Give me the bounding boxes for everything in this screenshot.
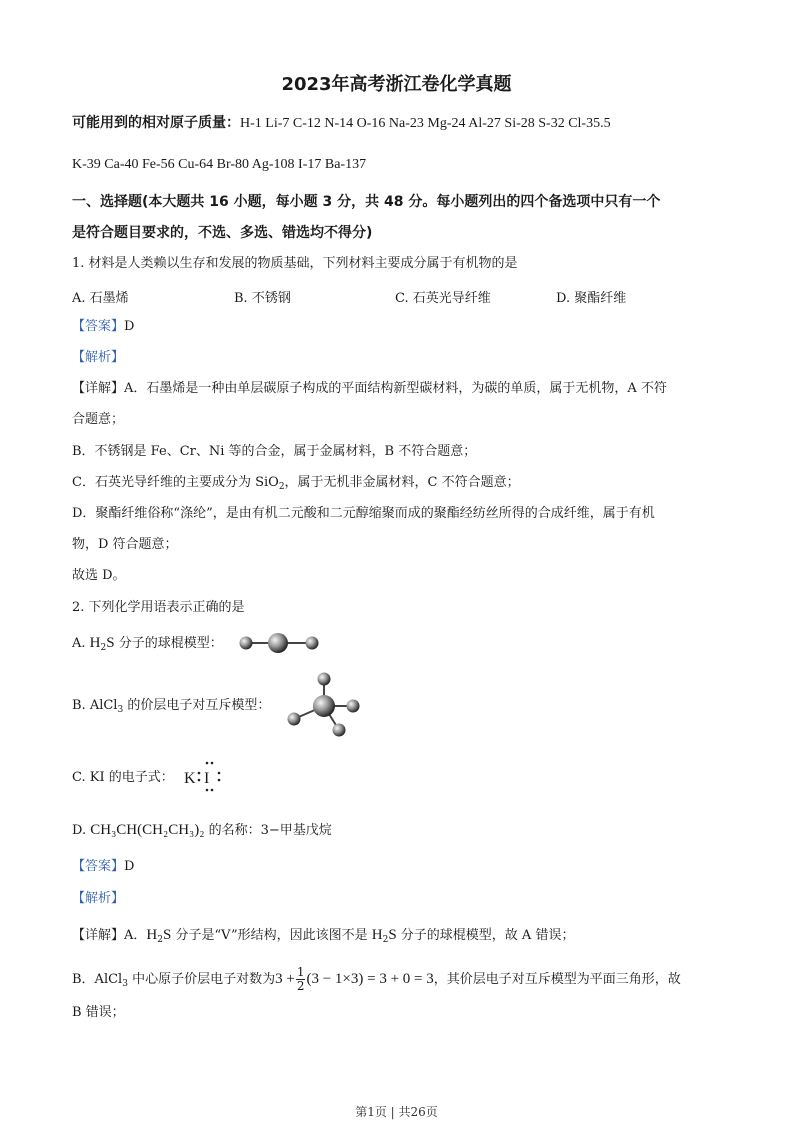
- q1-detail-a-text: A．石墨烯是一种由单层碳原子构成的平面结构新型碳材料，为碳的单质，属于无机物，A 不符: [124, 381, 667, 396]
- q2-option-d-formula: CH₃CH(CH₂CH₃)₂: [90, 822, 205, 838]
- detail-tag: 【详解】: [72, 928, 125, 943]
- q1-detail-d-line-1: D．聚酯纤维俗称“涤纶”，是由有机二元酸和二元醇缩聚而成的聚酯经纺丝所得的合成纤维，属于有机: [72, 506, 655, 521]
- q1-stem: 1. 材料是人类赖以生存和发展的物质基础，下列材料主要成分属于有机物的是: [72, 256, 518, 271]
- h2s-ball-stick-model: [234, 628, 324, 658]
- expr-part-1: 3 +: [275, 971, 295, 987]
- fraction-numerator: 1: [296, 965, 305, 979]
- q1-detail-a-line-1: [72, 380, 667, 398]
- ki-potassium-symbol: K: [184, 770, 196, 787]
- q1-option-d: D. 聚酯纤维: [556, 291, 627, 306]
- formula-s: S: [106, 635, 115, 651]
- q2-detail-a-pre: A．: [124, 928, 147, 943]
- q1-option-a: A. 石墨烯: [72, 291, 129, 306]
- q2-option-d-pre: D.: [72, 823, 91, 838]
- formula-h: H: [371, 927, 383, 943]
- answer-tag: 【答案】: [72, 859, 125, 874]
- subscript: 2: [157, 935, 163, 945]
- formula-s: S: [162, 927, 172, 943]
- q2-option-a-post: 分子的球棍模型：: [114, 636, 223, 651]
- q2-detail-b-mid: 中心原子价层电子对数为: [127, 972, 276, 987]
- q2-detail-b-line-2: B 错误；: [72, 1005, 125, 1020]
- subscript: 2: [100, 643, 107, 653]
- subscript: 3: [117, 705, 124, 715]
- formula-h: H: [146, 927, 158, 943]
- atomic-mass-values-1: H-1 Li-7 C-12 N-14 O-16 Na-23 Mg-24 Al-27 Si-28 S-32 Cl-35.5: [240, 116, 611, 131]
- subscript: 2: [382, 935, 389, 945]
- formula-h: H: [89, 635, 101, 651]
- q2-analysis-tag: 【解析】: [72, 891, 125, 906]
- q1-analysis-tag: 【解析】: [72, 350, 125, 365]
- q2-stem: 2. 下列化学用语表示正确的是: [72, 600, 245, 615]
- q2-option-d-post: 的名称：3−甲基戊烷: [204, 823, 332, 838]
- page-title: 2023年高考浙江卷化学真题: [281, 74, 512, 95]
- q1-option-c: C. 石英光导纤维: [395, 291, 491, 306]
- q1-answer: [72, 318, 134, 336]
- ki-electron-dot-formula: [182, 758, 232, 794]
- page-footer: 第1页 | 共26页: [355, 1105, 438, 1119]
- q2-option-c: [72, 769, 174, 787]
- q2-option-c-pre: C. KI 的电子式：: [72, 770, 174, 785]
- atomic-mass-line-2: K-39 Ca-40 Fe-56 Cu-64 Br-80 Ag-108 I-17 Ba-137: [72, 157, 367, 172]
- detail-tag: 【详解】: [72, 381, 125, 396]
- section-heading-line-2: 是符合题目要求的，不选、多选、错选均不得分): [72, 225, 373, 241]
- atomic-mass-label: 可能用到的相对原子质量：: [72, 115, 240, 131]
- q2-option-b-pre: B. AlCl: [72, 698, 118, 713]
- q2-option-d: [72, 821, 332, 840]
- q2-detail-a-mid1: 分子是“V”形结构，因此该图不是: [171, 928, 372, 943]
- q1-option-b: B. 不锈钢: [234, 291, 291, 306]
- answer-tag: 【答案】: [72, 319, 125, 334]
- q2-answer: [72, 858, 134, 876]
- ki-iodine-symbol: I: [204, 770, 210, 787]
- fraction-one-half: [296, 966, 306, 993]
- subscript: 3: [122, 979, 128, 989]
- subscript: 2: [278, 482, 285, 492]
- fraction-denominator: 2: [296, 979, 305, 993]
- atomic-mass-line-1: [72, 114, 611, 133]
- q2-option-b: [72, 697, 270, 719]
- expr-part-2: (3 − 1×3) = 3 + 0 = 3: [306, 971, 434, 987]
- q1-detail-c: [72, 474, 520, 496]
- q2-option-a: [72, 634, 223, 657]
- q2-detail-b-post: ，其价层电子对互斥模型为平面三角形，故: [433, 972, 681, 987]
- q1-answer-value: D: [124, 319, 135, 334]
- q2-detail-b-line-1: [72, 966, 681, 993]
- q2-detail-a-mid2: 分子的球棍模型，故 A 错误；: [396, 928, 575, 943]
- q2-detail-b-pre: B．AlCl: [72, 972, 123, 987]
- formula-s: S: [388, 927, 397, 943]
- q2-option-a-pre: A.: [72, 636, 90, 651]
- q1-detail-a-line-2: 合题意；: [72, 412, 125, 427]
- q2-option-b-post: 的价层电子对互斥模型：: [123, 698, 271, 713]
- section-heading-line-1: 一、选择题(本大题共 16 小题，每小题 3 分，共 48 分。每小题列出的四个备选项中只有一个: [72, 194, 661, 210]
- q1-detail-b: B．不锈钢是 Fe、Cr、Ni 等的合金，属于金属材料，B 不符合题意；: [72, 444, 477, 459]
- alcl3-vsepr-model: [284, 668, 364, 740]
- q2-answer-value: D: [124, 859, 135, 874]
- q1-conclusion: 故选 D。: [72, 568, 126, 583]
- q1-detail-c-pre: C．石英光导纤维的主要成分为 SiO: [72, 475, 279, 490]
- q1-detail-c-post: ，属于无机非金属材料，C 不符合题意；: [284, 475, 520, 490]
- q1-detail-d-line-2: 物，D 符合题意；: [72, 537, 178, 552]
- q2-detail-a: [72, 926, 574, 949]
